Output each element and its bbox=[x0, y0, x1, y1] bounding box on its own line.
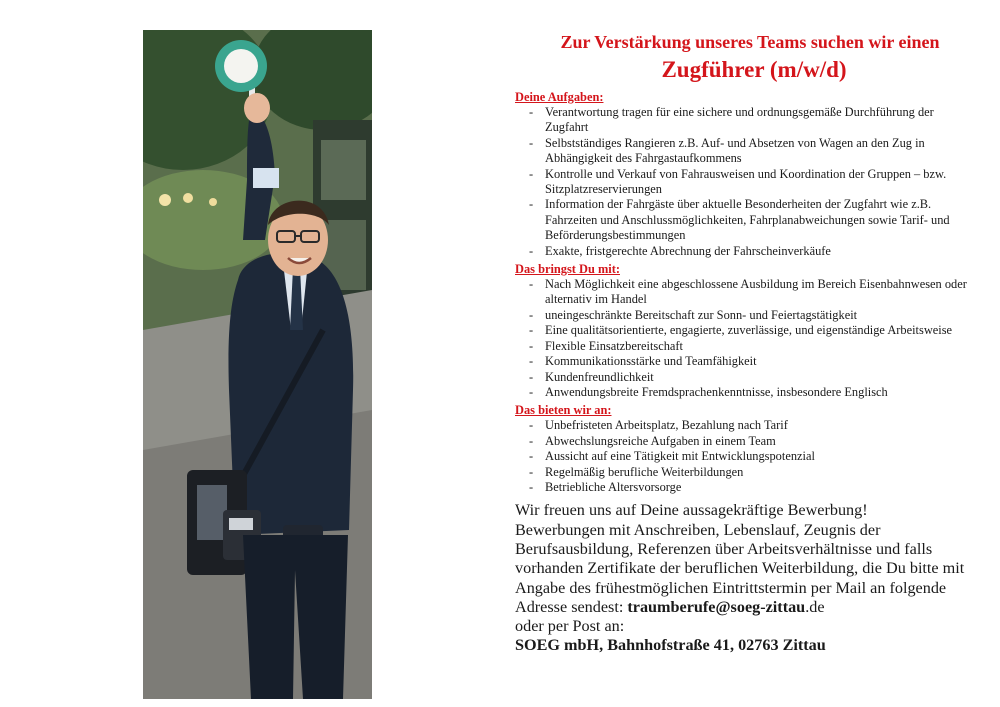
application-instructions bbox=[515, 521, 973, 617]
closing-text bbox=[515, 501, 973, 655]
address-text: SOEG mbH, Bahnhofstraße 41, 02763 Zittau bbox=[515, 636, 826, 655]
list-item: - Eine qualitätsorientierte, engagierte, zuverlässige, und eigenständige Arbeitsweise bbox=[515, 323, 973, 338]
section-tasks bbox=[515, 90, 973, 259]
section-offer bbox=[515, 403, 973, 495]
list-item: - Information der Fahrgäste über aktuelle Besonderheiten der Zugfahrt wie z.B. Fahrzeiten und Anschlussmöglichkeiten, Fahrplanabweichungen sowie Tarif- und Beförderungsbestimmungen bbox=[515, 197, 973, 243]
list-item: - Selbstständiges Rangieren z.B. Auf- und Absetzen von Wagen an den Zug in Abhängigkeit des Fahrgastaufkommens bbox=[515, 136, 973, 167]
task-list bbox=[515, 105, 973, 259]
list-item: - Kommunikationsstärke und Teamfähigkeit bbox=[515, 354, 973, 369]
conductor-photo bbox=[143, 30, 372, 699]
list-item: - Kontrolle und Verkauf von Fahrausweisen und Koordination der Gruppen – bzw. Sitzplatzreservierungen bbox=[515, 167, 973, 198]
list-item: - Abwechslungsreiche Aufgaben in einem Team bbox=[515, 434, 973, 449]
headline bbox=[515, 30, 973, 84]
thanks-line: Wir freuen uns auf Deine aussagekräftige Bewerbung! bbox=[515, 501, 868, 520]
section-title: Deine Aufgaben: bbox=[515, 90, 604, 104]
headline-intro: Zur Verstärkung unseres Teams suchen wir einen bbox=[560, 32, 940, 52]
list-item: - Exakte, fristgerechte Abrechnung der Fahrscheinverkäufe bbox=[515, 244, 973, 259]
email-address[interactable]: traumberufe@soeg-zittau bbox=[627, 597, 806, 616]
section-title: Das bieten wir an: bbox=[515, 403, 612, 418]
job-ad-text bbox=[515, 30, 973, 656]
job-title: Zugführer (m/w/d) bbox=[661, 57, 847, 82]
list-item: - Unbefristeten Arbeitsplatz, Bezahlung nach Tarif bbox=[515, 418, 973, 433]
requirement-list bbox=[515, 277, 973, 400]
section-title: Das bringst Du mit: bbox=[515, 262, 620, 277]
section-requirements bbox=[515, 262, 973, 400]
list-item: - Regelmäßig berufliche Weiterbildungen bbox=[515, 465, 973, 480]
list-item: - Aussicht auf eine Tätigkeit mit Entwicklungspotenzial bbox=[515, 449, 973, 464]
post-line: oder per Post an: bbox=[515, 617, 625, 636]
offer-list bbox=[515, 418, 973, 495]
list-item: - Verantwortung tragen für eine sichere und ordnungsgemäße Durchführung der Zugfahrt bbox=[515, 105, 973, 136]
instructions-body: Bewerbungen mit Anschreiben, Lebenslauf, Zeugnis der Berufsausbildung, Referenzen über Arbeitsverhältnisse und falls vorhanden Zertifikate der beruflichen Weiterbildung, die Du bitte mit Angabe des frühestmöglichen Eintrittstermin per Mail an folgende Adresse sendest: bbox=[515, 520, 965, 616]
list-item: - Flexible Einsatzbereitschaft bbox=[515, 339, 973, 354]
list-item: - Nach Möglichkeit eine abgeschlossene Ausbildung im Bereich Eisenbahnwesen oder alternativ im Handel bbox=[515, 277, 973, 308]
list-item: - uneingeschränkte Bereitschaft zur Sonn- und Feiertagstätigkeit bbox=[515, 308, 973, 323]
postal-address bbox=[515, 636, 973, 655]
list-item: - Betriebliche Altersvorsorge bbox=[515, 480, 973, 495]
email-suffix: .de bbox=[805, 597, 825, 616]
list-item: - Kundenfreundlichkeit bbox=[515, 370, 973, 385]
list-item: - Anwendungsbreite Fremdsprachenkenntnisse, insbesondere Englisch bbox=[515, 385, 973, 400]
